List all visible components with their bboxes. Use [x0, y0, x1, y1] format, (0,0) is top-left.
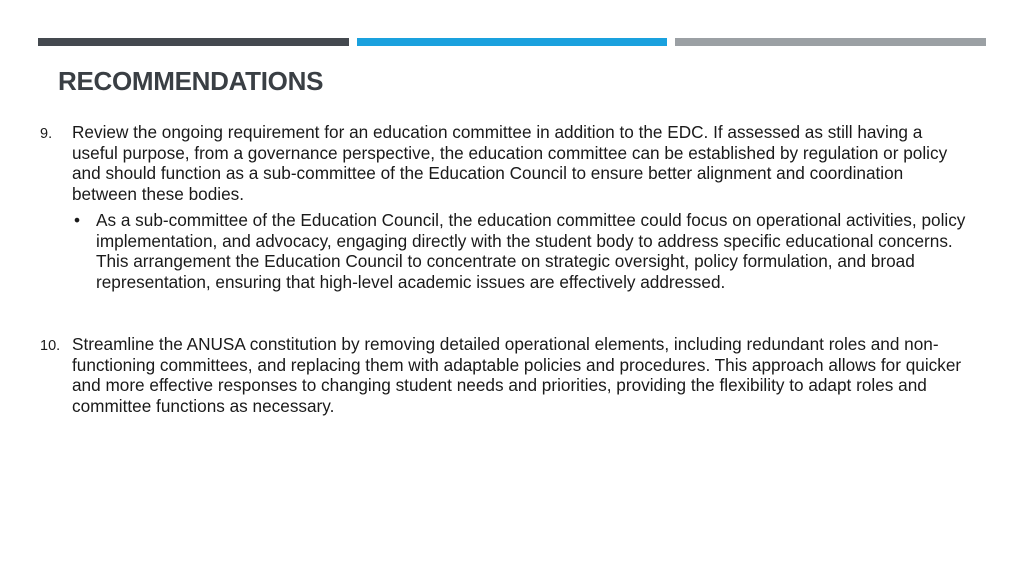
accent-bar-blue: [357, 38, 667, 46]
accent-bar-dark: [38, 38, 349, 46]
slide-title: RECOMMENDATIONS: [58, 66, 324, 96]
item-number: 9.: [40, 126, 53, 142]
recommendation-item-10: [40, 334, 970, 416]
sub-bullet-text: As a sub-committee of the Education Council, the education committee could focus on operational activities, policy implementation, and advocacy, engaging directly with the student body to address specific educational concerns. This arrangement the Education Council to concentrate on strategic oversight, policy formulation, and broad representation, ensuring that high-level academic issues are effectively addressed.: [96, 210, 966, 292]
item-number: 10.: [40, 338, 61, 354]
accent-bar-gray: [675, 38, 986, 46]
sub-bullet-item: [72, 210, 970, 292]
recommendation-item-9: [40, 122, 970, 292]
recommendations-list: [40, 122, 970, 416]
bullet-icon: •: [74, 210, 81, 230]
item-text: Review the ongoing requirement for an education committee in addition to the EDC. If assessed as still having a useful purpose, from a governance perspective, the education committee can be established by regulation or policy and should function as a sub-committee of the Education Council to ensure better alignment and coordination between these bodies.: [72, 122, 948, 204]
item-text: Streamline the ANUSA constitution by removing detailed operational elements, including redundant roles and non-functioning committees, and replacing them with adaptable policies and procedures. This approach allows for quicker and more effective responses to changing student needs and priorities, providing the flexibility to adapt roles and committee functions as necessary.: [72, 334, 962, 416]
